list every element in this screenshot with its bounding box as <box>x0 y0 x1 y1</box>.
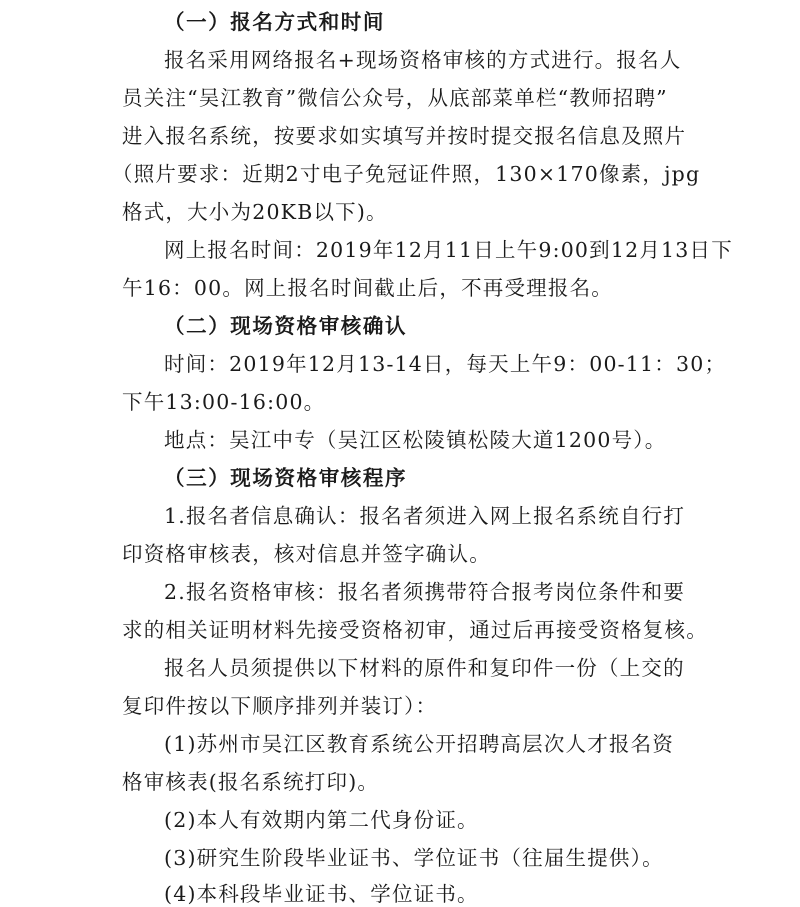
section-heading-onsite-review: （二）现场资格审核确认 <box>164 314 408 338</box>
section-heading-review-procedure: （三）现场资格审核程序 <box>164 466 408 490</box>
text-line: 进入报名系统，按要求如实填写并按时提交报名信息及照片 <box>122 124 687 148</box>
text-line: 时间：2019年12月13-14日，每天上午9：00-11：30； <box>164 352 727 376</box>
text-line: 报名人员须提供以下材料的原件和复印件一份（上交的 <box>164 656 685 680</box>
material-item: (1)苏州市吴江区教育系统公开招聘高层次人才报名资 <box>164 732 675 756</box>
text-line: 员关注“吴江教育”微信公众号，从底部菜单栏“教师招聘” <box>122 86 668 110</box>
text-line: 网上报名时间：2019年12月11日上午9:00到12月13日下 <box>164 238 733 262</box>
text-line: 印资格审核表，核对信息并签字确认。 <box>122 542 491 566</box>
text-line: 格式，大小为20KB以下)。 <box>122 200 388 224</box>
text-line: 复印件按以下顺序排列并装订）： <box>122 694 438 718</box>
text-line: 午16：00。网上报名时间截止后，不再受理报名。 <box>122 276 613 300</box>
material-item: (3)研究生阶段毕业证书、学位证书（往届生提供）。 <box>164 846 664 870</box>
text-line: 地点：吴江中专（吴江区松陵镇松陵大道1200号）。 <box>164 428 667 452</box>
text-line: 1.报名者信息确认：报名者须进入网上报名系统自行打 <box>164 504 686 528</box>
text-line: 求的相关证明材料先接受资格初审，通过后再接受资格复核。 <box>122 618 708 642</box>
material-item: (4)本科段毕业证书、学位证书。 <box>164 882 479 906</box>
text-line: 格审核表(报名系统打印)。 <box>122 770 380 794</box>
text-line: 2.报名资格审核：报名者须携带符合报考岗位条件和要 <box>164 580 686 604</box>
section-heading-registration: （一）报名方式和时间 <box>164 10 385 34</box>
text-line: （照片要求：近期2寸电子免冠证件照，130×170像素，jpg <box>112 162 701 186</box>
text-line: 报名采用网络报名+现场资格审核的方式进行。报名人 <box>164 48 682 72</box>
material-item: (2)本人有效期内第二代身份证。 <box>164 808 479 832</box>
text-line: 下午13:00-16:00。 <box>122 390 326 414</box>
